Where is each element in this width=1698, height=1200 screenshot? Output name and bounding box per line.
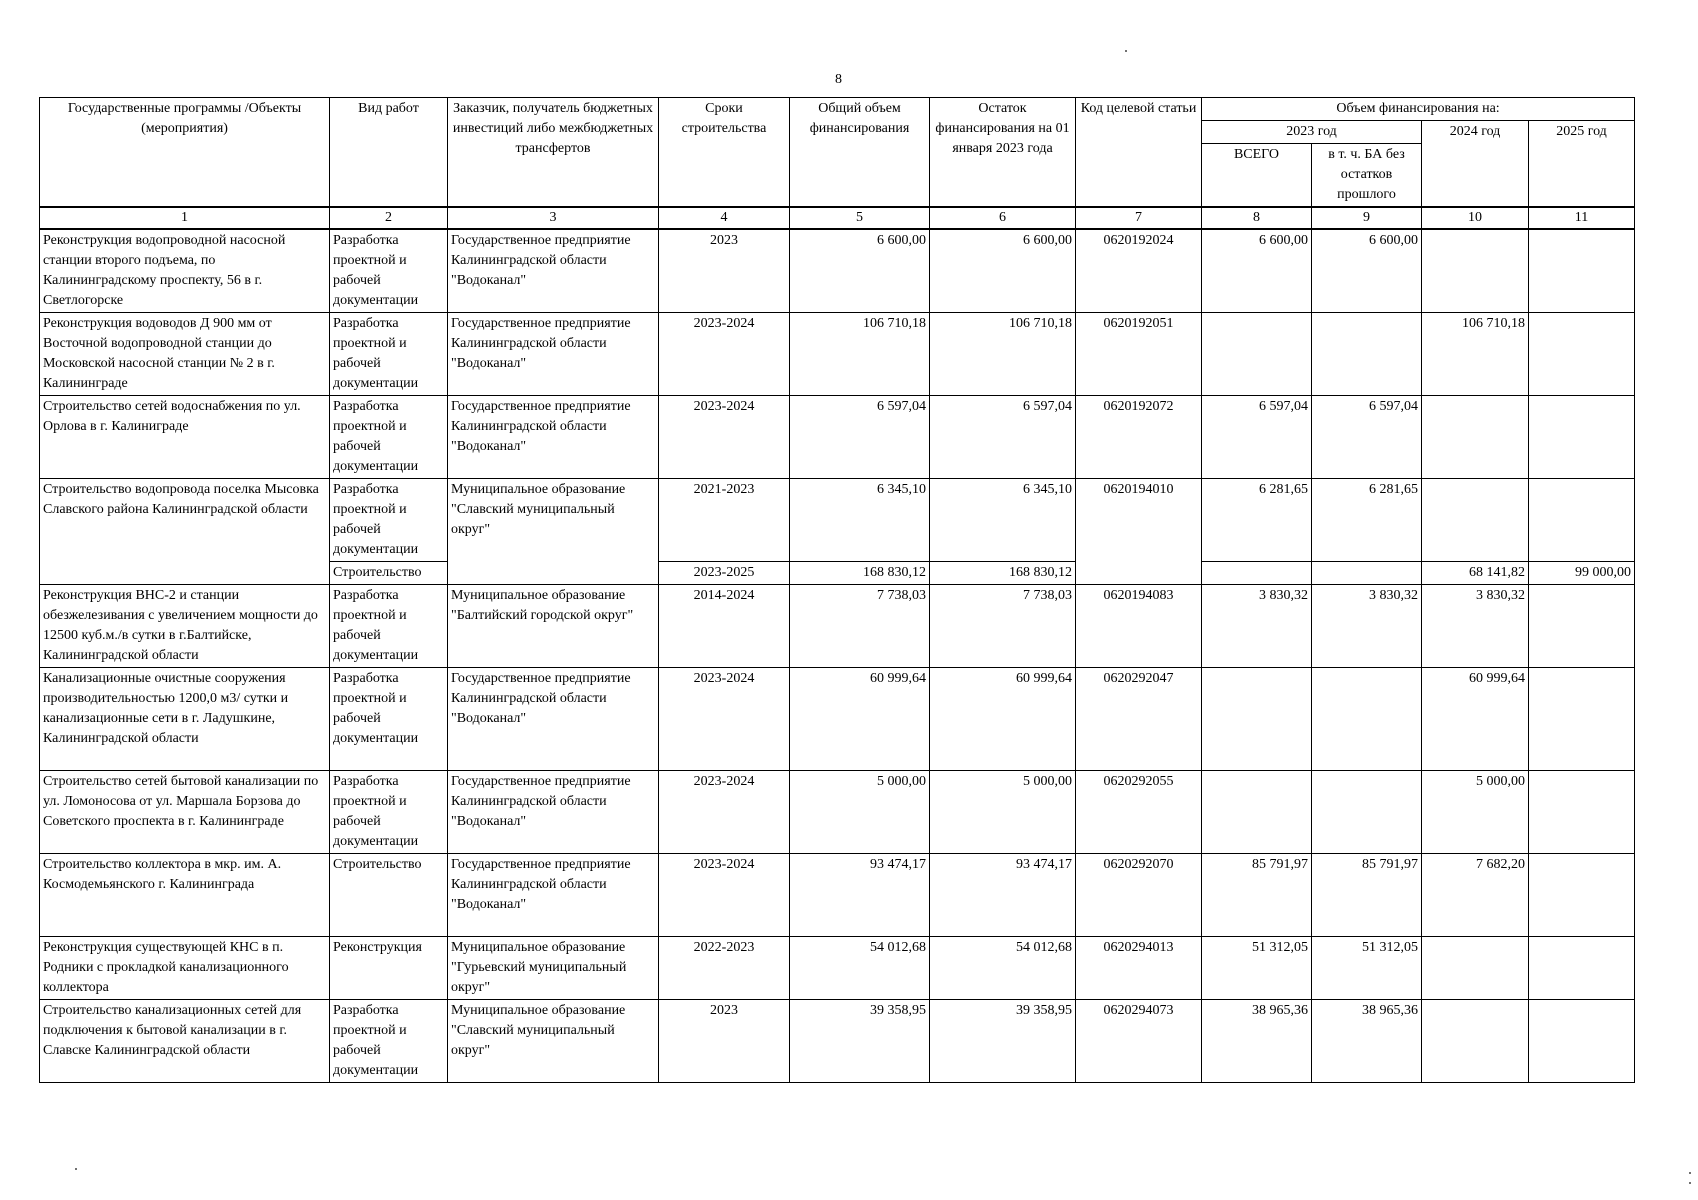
cell-2025 xyxy=(1529,396,1635,479)
column-number: 8 xyxy=(1202,207,1312,229)
cell-object: Реконструкция ВНС-2 и станции обезжелезивания с увеличением мощности до 12500 куб.м./в сутки в г.Балтийске, Калининградской области xyxy=(40,585,330,668)
cell-total: 54 012,68 xyxy=(790,937,930,1000)
cell-object: Строительство коллектора в мкр. им. А. Космодемьянского г. Калининграда xyxy=(40,854,330,937)
cell-work: Разработка проектной и рабочей документации xyxy=(330,313,448,396)
cell-2023-all xyxy=(1202,668,1312,771)
cell-remainder: 7 738,03 xyxy=(930,585,1076,668)
cell-code: 0620294013 xyxy=(1076,937,1202,1000)
cell-2025: 99 000,00 xyxy=(1529,562,1635,585)
cell-terms: 2023 xyxy=(659,1000,790,1083)
column-number: 11 xyxy=(1529,207,1635,229)
cell-2025 xyxy=(1529,854,1635,937)
header-funding: Объем финансирования на: xyxy=(1202,98,1635,121)
cell-code: 0620292070 xyxy=(1076,854,1202,937)
cell-total: 7 738,03 xyxy=(790,585,930,668)
cell-2023-all: 3 830,32 xyxy=(1202,585,1312,668)
header-programs: Государственные программы /Объекты (мероприятия) xyxy=(40,98,330,208)
cell-2023-all xyxy=(1202,562,1312,585)
cell-customer: Государственное предприятие Калининградской области "Водоканал" xyxy=(448,396,659,479)
scan-speck xyxy=(1125,50,1127,52)
cell-remainder: 54 012,68 xyxy=(930,937,1076,1000)
column-number: 10 xyxy=(1422,207,1529,229)
cell-work: Строительство xyxy=(330,854,448,937)
cell-code: 0620292055 xyxy=(1076,771,1202,854)
cell-2023-incl: 3 830,32 xyxy=(1312,585,1422,668)
header-2023-all: ВСЕГО xyxy=(1202,144,1312,208)
cell-code: 0620194083 xyxy=(1076,585,1202,668)
cell-code: 0620194010 xyxy=(1076,479,1202,585)
cell-code: 0620192051 xyxy=(1076,313,1202,396)
cell-code: 0620192072 xyxy=(1076,396,1202,479)
header-customer: Заказчик, получатель бюджетных инвестиций либо межбюджетных трансфертов xyxy=(448,98,659,208)
cell-2024: 60 999,64 xyxy=(1422,668,1529,771)
cell-2025 xyxy=(1529,585,1635,668)
cell-terms: 2023-2024 xyxy=(659,396,790,479)
table-row xyxy=(40,479,1635,562)
cell-total: 6 345,10 xyxy=(790,479,930,562)
cell-2023-all: 6 600,00 xyxy=(1202,229,1312,313)
cell-2023-incl: 6 600,00 xyxy=(1312,229,1422,313)
cell-total: 39 358,95 xyxy=(790,1000,930,1083)
scan-speck xyxy=(1689,1182,1691,1184)
header-terms: Сроки строительства xyxy=(659,98,790,208)
cell-total: 6 597,04 xyxy=(790,396,930,479)
header-code: Код целевой статьи xyxy=(1076,98,1202,208)
column-number: 5 xyxy=(790,207,930,229)
cell-terms: 2023-2025 xyxy=(659,562,790,585)
cell-2025 xyxy=(1529,479,1635,562)
cell-remainder: 5 000,00 xyxy=(930,771,1076,854)
column-number: 1 xyxy=(40,207,330,229)
table-row xyxy=(40,937,1635,1000)
cell-customer: Муниципальное образование "Балтийский городской округ" xyxy=(448,585,659,668)
cell-work: Разработка проектной и рабочей документации xyxy=(330,396,448,479)
cell-2023-incl: 6 597,04 xyxy=(1312,396,1422,479)
table-row xyxy=(40,396,1635,479)
cell-object: Канализационные очистные сооружения производительностью 1200,0 м3/ сутки и канализационные сети в г. Ладушкине, Калининградской области xyxy=(40,668,330,771)
cell-2024 xyxy=(1422,937,1529,1000)
cell-total: 60 999,64 xyxy=(790,668,930,771)
header-total: Общий объем финансирования xyxy=(790,98,930,208)
header-row-1 xyxy=(40,98,1635,121)
cell-work: Разработка проектной и рабочей документации xyxy=(330,479,448,562)
cell-customer: Государственное предприятие Калининградской области "Водоканал" xyxy=(448,854,659,937)
cell-customer: Муниципальное образование "Славский муниципальный округ" xyxy=(448,1000,659,1083)
cell-terms: 2023-2024 xyxy=(659,313,790,396)
cell-2024 xyxy=(1422,1000,1529,1083)
cell-2024 xyxy=(1422,229,1529,313)
page-number: 8 xyxy=(835,72,842,87)
cell-total: 5 000,00 xyxy=(790,771,930,854)
table-row xyxy=(40,1000,1635,1083)
cell-object: Строительство сетей бытовой канализации по ул. Ломоносова от ул. Маршала Борзова до Советского проспекта в г. Калининграде xyxy=(40,771,330,854)
cell-2023-incl xyxy=(1312,313,1422,396)
cell-2025 xyxy=(1529,937,1635,1000)
cell-code: 0620292047 xyxy=(1076,668,1202,771)
header-year-2023: 2023 год xyxy=(1202,121,1422,144)
financing-table xyxy=(39,97,1635,1083)
cell-2023-all: 85 791,97 xyxy=(1202,854,1312,937)
cell-total: 106 710,18 xyxy=(790,313,930,396)
cell-2025 xyxy=(1529,229,1635,313)
cell-2025 xyxy=(1529,668,1635,771)
table-row xyxy=(40,313,1635,396)
cell-remainder: 6 597,04 xyxy=(930,396,1076,479)
cell-terms: 2023-2024 xyxy=(659,771,790,854)
cell-2024: 106 710,18 xyxy=(1422,313,1529,396)
cell-work: Разработка проектной и рабочей документации xyxy=(330,668,448,771)
cell-2025 xyxy=(1529,771,1635,854)
cell-2023-incl xyxy=(1312,562,1422,585)
cell-2023-incl: 6 281,65 xyxy=(1312,479,1422,562)
cell-work: Реконструкция xyxy=(330,937,448,1000)
cell-customer: Государственное предприятие Калининградской области "Водоканал" xyxy=(448,771,659,854)
table-row xyxy=(40,771,1635,854)
cell-2023-incl: 85 791,97 xyxy=(1312,854,1422,937)
column-number: 9 xyxy=(1312,207,1422,229)
cell-remainder: 106 710,18 xyxy=(930,313,1076,396)
cell-2023-all: 38 965,36 xyxy=(1202,1000,1312,1083)
column-number: 6 xyxy=(930,207,1076,229)
cell-2024: 7 682,20 xyxy=(1422,854,1529,937)
header-remainder: Остаток финансирования на 01 января 2023 года xyxy=(930,98,1076,208)
cell-2024: 3 830,32 xyxy=(1422,585,1529,668)
cell-object: Реконструкция водоводов Д 900 мм от Восточной водопроводной станции до Московской насосной станции № 2 в г. Калининграде xyxy=(40,313,330,396)
cell-remainder: 6 345,10 xyxy=(930,479,1076,562)
cell-2023-incl: 51 312,05 xyxy=(1312,937,1422,1000)
cell-object: Реконструкция существующей КНС в п. Родники с прокладкой канализационного коллектора xyxy=(40,937,330,1000)
cell-terms: 2022-2023 xyxy=(659,937,790,1000)
table-row xyxy=(40,585,1635,668)
cell-remainder: 93 474,17 xyxy=(930,854,1076,937)
table-row xyxy=(40,854,1635,937)
column-number: 3 xyxy=(448,207,659,229)
cell-terms: 2021-2023 xyxy=(659,479,790,562)
cell-2024: 5 000,00 xyxy=(1422,771,1529,854)
header-year-2025: 2025 год xyxy=(1529,121,1635,208)
cell-terms: 2023-2024 xyxy=(659,854,790,937)
cell-terms: 2023 xyxy=(659,229,790,313)
cell-2023-all: 6 597,04 xyxy=(1202,396,1312,479)
table-row xyxy=(40,229,1635,313)
cell-customer: Муниципальное образование "Славский муниципальный округ" xyxy=(448,479,659,585)
scan-speck xyxy=(75,1168,77,1170)
cell-object: Строительство канализационных сетей для подключения к бытовой канализации в г. Славске Калининградской области xyxy=(40,1000,330,1083)
cell-2023-incl xyxy=(1312,771,1422,854)
column-number-row xyxy=(40,207,1635,229)
cell-2023-all: 51 312,05 xyxy=(1202,937,1312,1000)
financing-table-container xyxy=(39,97,1635,1083)
cell-total: 6 600,00 xyxy=(790,229,930,313)
cell-2025 xyxy=(1529,1000,1635,1083)
cell-object: Строительство водопровода поселка Мысовка Славского района Калининградской области xyxy=(40,479,330,585)
cell-work: Разработка проектной и рабочей документации xyxy=(330,229,448,313)
cell-2023-incl: 38 965,36 xyxy=(1312,1000,1422,1083)
cell-remainder: 168 830,12 xyxy=(930,562,1076,585)
cell-customer: Государственное предприятие Калининградской области "Водоканал" xyxy=(448,313,659,396)
column-number: 7 xyxy=(1076,207,1202,229)
cell-terms: 2014-2024 xyxy=(659,585,790,668)
cell-total: 93 474,17 xyxy=(790,854,930,937)
cell-work: Разработка проектной и рабочей документации xyxy=(330,1000,448,1083)
column-number: 2 xyxy=(330,207,448,229)
scan-speck xyxy=(1689,1172,1691,1174)
cell-work: Разработка проектной и рабочей документации xyxy=(330,585,448,668)
cell-customer: Государственное предприятие Калининградской области "Водоканал" xyxy=(448,668,659,771)
cell-remainder: 39 358,95 xyxy=(930,1000,1076,1083)
cell-customer: Муниципальное образование "Гурьевский муниципальный округ" xyxy=(448,937,659,1000)
cell-remainder: 60 999,64 xyxy=(930,668,1076,771)
header-work-type: Вид работ xyxy=(330,98,448,208)
cell-terms: 2023-2024 xyxy=(659,668,790,771)
cell-work: Разработка проектной и рабочей документации xyxy=(330,771,448,854)
header-year-2024: 2024 год xyxy=(1422,121,1529,208)
cell-remainder: 6 600,00 xyxy=(930,229,1076,313)
cell-2024 xyxy=(1422,396,1529,479)
cell-2023-all xyxy=(1202,771,1312,854)
column-number: 4 xyxy=(659,207,790,229)
table-row xyxy=(40,668,1635,771)
cell-2024: 68 141,82 xyxy=(1422,562,1529,585)
cell-2023-incl xyxy=(1312,668,1422,771)
cell-2023-all: 6 281,65 xyxy=(1202,479,1312,562)
cell-total: 168 830,12 xyxy=(790,562,930,585)
cell-object: Строительство сетей водоснабжения по ул. Орлова в г. Калиниграде xyxy=(40,396,330,479)
cell-code: 0620192024 xyxy=(1076,229,1202,313)
cell-2024 xyxy=(1422,479,1529,562)
cell-work: Строительство xyxy=(330,562,448,585)
cell-object: Реконструкция водопроводной насосной станции второго подъема, по Калининградскому проспекту, 56 в г. Светлогорске xyxy=(40,229,330,313)
cell-code: 0620294073 xyxy=(1076,1000,1202,1083)
cell-customer: Государственное предприятие Калининградской области "Водоканал" xyxy=(448,229,659,313)
cell-2025 xyxy=(1529,313,1635,396)
header-2023-incl: в т. ч. БА без остатков прошлого xyxy=(1312,144,1422,208)
cell-2023-all xyxy=(1202,313,1312,396)
